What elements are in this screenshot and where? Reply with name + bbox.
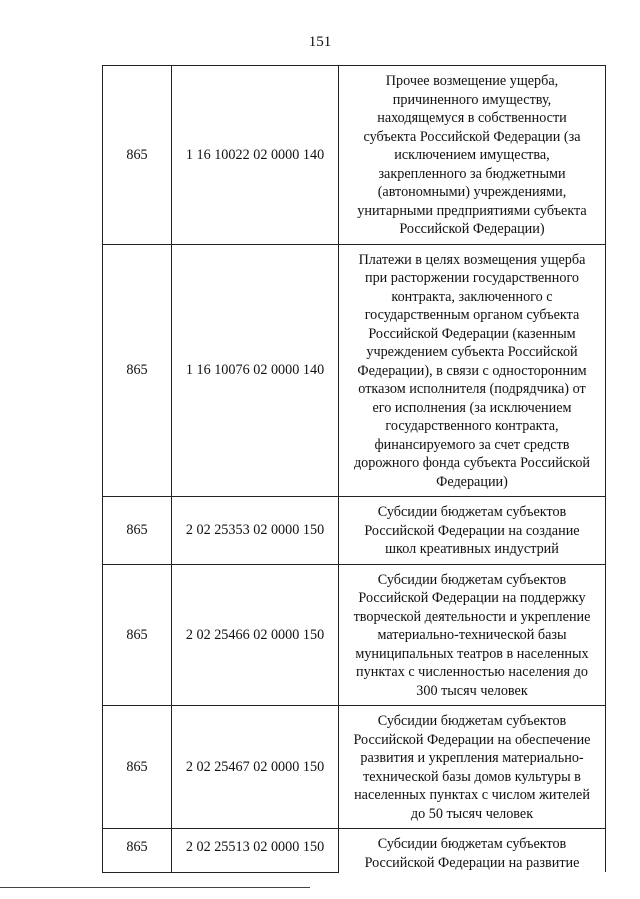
description-line: Субсидии бюджетам субъектов: [377, 713, 567, 729]
description-line: его исполнения (за исключением: [372, 399, 572, 416]
administrator-code-cell: 865: [103, 706, 172, 829]
description-line: Российской Федерации): [399, 221, 545, 237]
description-line: Российской Федерации на поддержку: [358, 590, 586, 606]
description-line: пунктах с численностью населения до: [356, 664, 588, 680]
description-line: закрепленного за бюджетными: [378, 165, 566, 182]
table-row: [103, 66, 606, 245]
revenue-description-cell: [339, 244, 606, 497]
description-line: Субсидии бюджетам субъектов: [377, 571, 567, 588]
revenue-description-cell: [339, 66, 606, 245]
description-line: Субсидии бюджетам субъектов: [377, 504, 567, 520]
description-line: государственным органом субъекта: [364, 307, 580, 323]
description-line: причиненного имуществу,: [392, 91, 552, 108]
description-line: унитарными предприятиями субъекта: [357, 202, 587, 219]
description-line: исключением имущества,: [394, 147, 550, 163]
description-line: материально-технической базы: [377, 627, 567, 643]
table-row: [103, 706, 606, 829]
description-line: Российской Федерации на создание: [364, 522, 580, 539]
description-line: субъекта Российской Федерации (за: [363, 128, 581, 145]
description-line: 300 тысяч человек: [416, 682, 528, 699]
revenue-description-cell: [339, 497, 606, 565]
description-line: Российской Федерации (казенным: [368, 325, 576, 342]
budget-classification-code-cell: 2 02 25467 02 0000 150: [172, 706, 339, 829]
description-line: отказом исполнителя (подрядчика) от: [358, 381, 586, 397]
budget-classification-code-cell: 2 02 25353 02 0000 150: [172, 497, 339, 565]
description-line: финансируемого за счет средств: [374, 436, 570, 453]
description-line: Субсидии бюджетам субъектов: [377, 836, 567, 852]
description-line: Российской Федерации на обеспечение: [353, 731, 591, 748]
budget-classification-table: [102, 65, 606, 873]
budget-classification-code-cell: 1 16 10076 02 0000 140: [172, 244, 339, 497]
bottom-divider: [0, 887, 310, 888]
description-line: Российской Федерации на развитие: [364, 854, 580, 871]
description-line: Прочее возмещение ущерба,: [385, 73, 559, 89]
table-row: [103, 829, 606, 873]
page-number: 151: [308, 34, 332, 50]
table-row: [103, 497, 606, 565]
budget-classification-code-cell: 2 02 25513 02 0000 150: [172, 829, 339, 873]
description-line: находящемуся в собственности: [377, 110, 567, 126]
budget-classification-code-cell: 2 02 25466 02 0000 150: [172, 564, 339, 706]
description-line: Федерации): [436, 473, 508, 490]
description-line: государственного контракта,: [385, 418, 559, 434]
description-line: Платежи в целях возмещения ущерба: [358, 251, 586, 268]
description-line: муниципальных театров в населенных: [355, 645, 589, 662]
budget-classification-code-cell: 1 16 10022 02 0000 140: [172, 66, 339, 245]
description-line: учреждением субъекта Российской: [366, 344, 578, 360]
revenue-description-cell: [339, 829, 606, 873]
description-line: контракта, заключенного с: [391, 288, 553, 305]
description-line: при расторжении государственного: [364, 270, 580, 286]
administrator-code-cell: 865: [103, 564, 172, 706]
description-line: школ креативных индустрий: [385, 541, 559, 557]
table-row: [103, 564, 606, 706]
table-body: [103, 66, 606, 873]
description-line: Федерации), в связи с односторонним: [357, 362, 587, 379]
description-line: (автономными) учреждениями,: [377, 184, 567, 200]
administrator-code-cell: 865: [103, 497, 172, 565]
description-line: дорожного фонда субъекта Российской: [353, 455, 591, 471]
description-line: до 50 тысяч человек: [410, 805, 534, 822]
revenue-description-cell: [339, 564, 606, 706]
administrator-code-cell: 865: [103, 66, 172, 245]
table-row: [103, 244, 606, 497]
description-line: населенных пунктах с числом жителей: [354, 787, 590, 803]
administrator-code-cell: 865: [103, 244, 172, 497]
description-line: творческой деятельности и укрепление: [353, 608, 591, 625]
description-line: технической базы домов культуры в: [363, 768, 581, 785]
description-line: развития и укрепления материально-: [360, 750, 584, 766]
revenue-description-cell: [339, 706, 606, 829]
administrator-code-cell: 865: [103, 829, 172, 873]
